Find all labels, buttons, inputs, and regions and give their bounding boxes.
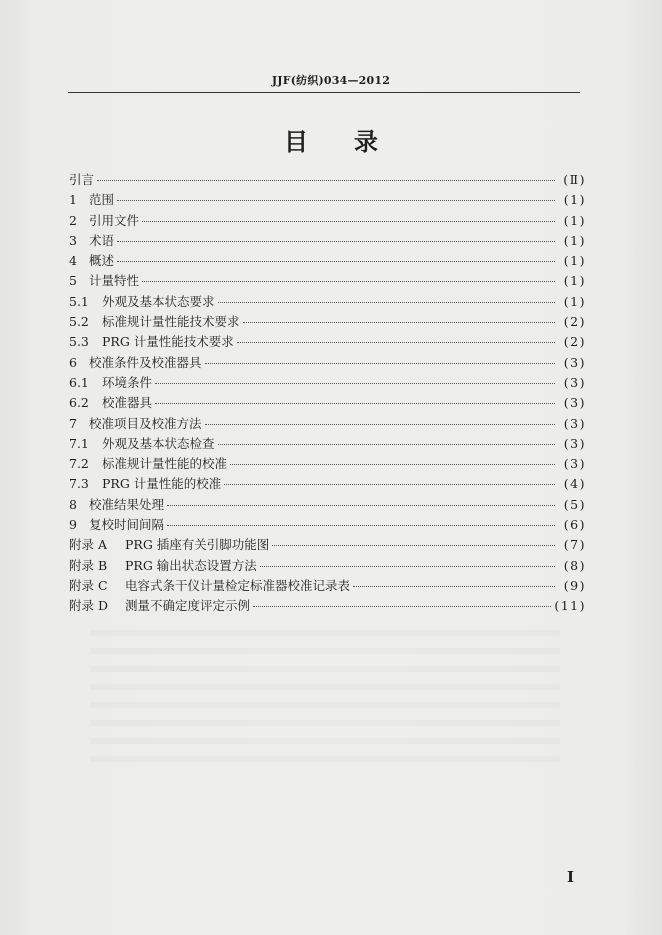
toc-entry-page: (3)	[563, 456, 586, 472]
toc-entry-title: PRG 计量性能技术要求	[102, 334, 234, 350]
toc-entry-title: 外观及基本状态要求	[102, 293, 215, 309]
toc-entry-number: 5	[69, 273, 77, 289]
toc-entry-title: 概述	[89, 253, 115, 269]
toc-entry-page: (9)	[563, 577, 586, 593]
toc-leader-dots	[260, 566, 555, 567]
toc-entry-page: (7)	[563, 537, 586, 553]
toc-leader-dots	[167, 525, 555, 526]
toc-entry-number: 6.1	[69, 374, 89, 390]
toc-entry-page: (3)	[563, 435, 586, 451]
toc-entry	[69, 231, 586, 251]
toc-leader-dots	[218, 444, 555, 445]
toc-entry-page: (1)	[563, 253, 586, 269]
toc-entry	[69, 353, 586, 373]
toc-entry-number: 8	[69, 496, 77, 512]
toc-entry-number: 1	[69, 192, 77, 208]
toc-entry	[69, 535, 586, 555]
toc-leader-dots	[142, 221, 555, 222]
toc-entry-number: 6	[69, 354, 77, 370]
toc-entry-page: (1)	[563, 192, 586, 208]
toc-entry-number: 4	[69, 253, 77, 269]
toc-leader-dots	[218, 302, 555, 303]
toc-leader-dots	[117, 200, 555, 201]
toc-entry	[69, 292, 586, 312]
toc-entry	[69, 434, 586, 454]
toc-entry-number: 7.3	[69, 476, 89, 492]
toc-entry	[69, 515, 586, 535]
toc-entry-title: 标准规计量性能的校准	[102, 456, 228, 472]
toc-entry-title: 校准条件及校准器具	[89, 354, 202, 370]
toc-entry-page: (8)	[563, 557, 586, 573]
toc-entry	[69, 414, 586, 434]
toc-entry-title: 范围	[89, 192, 115, 208]
toc-leader-dots	[155, 383, 555, 384]
toc-entry-page: (1)	[563, 232, 586, 248]
toc-entry-number: 7	[69, 415, 77, 431]
toc-leader-dots	[117, 261, 555, 262]
toc-entry-title: 校准项目及校准方法	[89, 415, 202, 431]
toc-entry-title: 环境条件	[102, 374, 153, 390]
toc-entry-page: (2)	[563, 334, 586, 350]
toc-entry-number: 5.3	[69, 334, 89, 350]
toc-entry-page: (5)	[563, 496, 586, 512]
toc-entry-title: PRG 插座有关引脚功能图	[125, 537, 270, 553]
page-number: I	[566, 868, 574, 886]
toc-entry	[69, 312, 586, 332]
toc-entry-title: 校准器具	[102, 395, 153, 411]
toc-leader-dots	[272, 545, 555, 546]
toc-entry-number: 附录 D	[69, 598, 108, 614]
toc-entry	[69, 373, 586, 393]
toc-entry-title: 术语	[89, 232, 115, 248]
toc-entry-title: 复校时间间隔	[89, 517, 165, 533]
toc-entry-page: (1)	[563, 293, 586, 309]
toc-entry	[69, 474, 586, 494]
toc-entry-title: 测量不确定度评定示例	[125, 598, 251, 614]
toc-leader-dots	[253, 606, 551, 607]
toc-entry-title: 外观及基本状态检查	[102, 435, 215, 451]
toc-leader-dots	[353, 586, 555, 587]
toc-leader-dots	[97, 180, 555, 181]
toc-entry-title: 电容式条干仪计量检定标准器校准记录表	[125, 577, 351, 593]
toc-entry-page: (6)	[563, 517, 586, 533]
toc-entry-number: 5.2	[69, 314, 89, 330]
toc-leader-dots	[243, 322, 555, 323]
toc-title: 目录	[284, 128, 424, 156]
table-of-contents	[69, 170, 586, 617]
toc-entry-number: 7.1	[69, 435, 89, 451]
toc-entry	[69, 454, 586, 474]
toc-entry	[69, 211, 586, 231]
toc-entry-page: (3)	[563, 354, 586, 370]
toc-entry-title: 引言	[69, 172, 95, 187]
toc-entry	[69, 596, 586, 616]
toc-entry-page: (3)	[563, 415, 586, 431]
toc-leader-dots	[142, 281, 555, 282]
toc-entry	[69, 495, 586, 515]
toc-leader-dots	[230, 464, 555, 465]
toc-leader-dots	[155, 403, 555, 404]
toc-entry-page: (2)	[563, 314, 586, 330]
toc-entry-page: (3)	[563, 395, 586, 411]
toc-entry	[69, 576, 586, 596]
header-rule	[68, 92, 580, 93]
toc-entry-number: 5.1	[69, 293, 89, 309]
toc-entry-page: (1)	[563, 212, 586, 228]
toc-entry	[69, 170, 586, 190]
show-through-texture	[90, 630, 560, 770]
toc-leader-dots	[205, 424, 555, 425]
toc-entry	[69, 556, 586, 576]
toc-entry-number: 2	[69, 212, 77, 228]
toc-entry	[69, 393, 586, 413]
toc-entry	[69, 251, 586, 271]
toc-entry-title: 标准规计量性能技术要求	[102, 314, 240, 330]
toc-leader-dots	[205, 363, 555, 364]
toc-entry	[69, 190, 586, 210]
toc-entry-number: 3	[69, 232, 77, 248]
toc-entry-page: (Ⅱ)	[563, 172, 586, 187]
toc-entry-page: (4)	[563, 476, 586, 492]
toc-leader-dots	[224, 484, 555, 485]
toc-leader-dots	[117, 241, 555, 242]
toc-entry-title: PRG 输出状态设置方法	[125, 557, 257, 573]
toc-entry-number: 附录 C	[69, 577, 108, 593]
toc-entry-title: PRG 计量性能的校准	[102, 476, 222, 492]
toc-entry-page: (3)	[563, 374, 586, 390]
toc-leader-dots	[237, 342, 555, 343]
toc-entry-title: 计量特性	[89, 273, 140, 289]
toc-entry-number: 附录 A	[69, 537, 108, 553]
toc-entry-number: 7.2	[69, 456, 89, 472]
toc-entry-number: 9	[69, 517, 77, 533]
toc-entry	[69, 271, 586, 291]
toc-entry	[69, 332, 586, 352]
toc-leader-dots	[167, 505, 555, 506]
toc-entry-number: 6.2	[69, 395, 89, 411]
toc-entry-title: 引用文件	[89, 212, 140, 228]
standard-code-header: JJF(纺织)034—2012	[271, 74, 391, 87]
toc-entry-number: 附录 B	[69, 557, 108, 573]
toc-entry-page: (1)	[563, 273, 586, 289]
toc-entry-page: (11)	[554, 598, 586, 614]
toc-entry-title: 校准结果处理	[89, 496, 165, 512]
